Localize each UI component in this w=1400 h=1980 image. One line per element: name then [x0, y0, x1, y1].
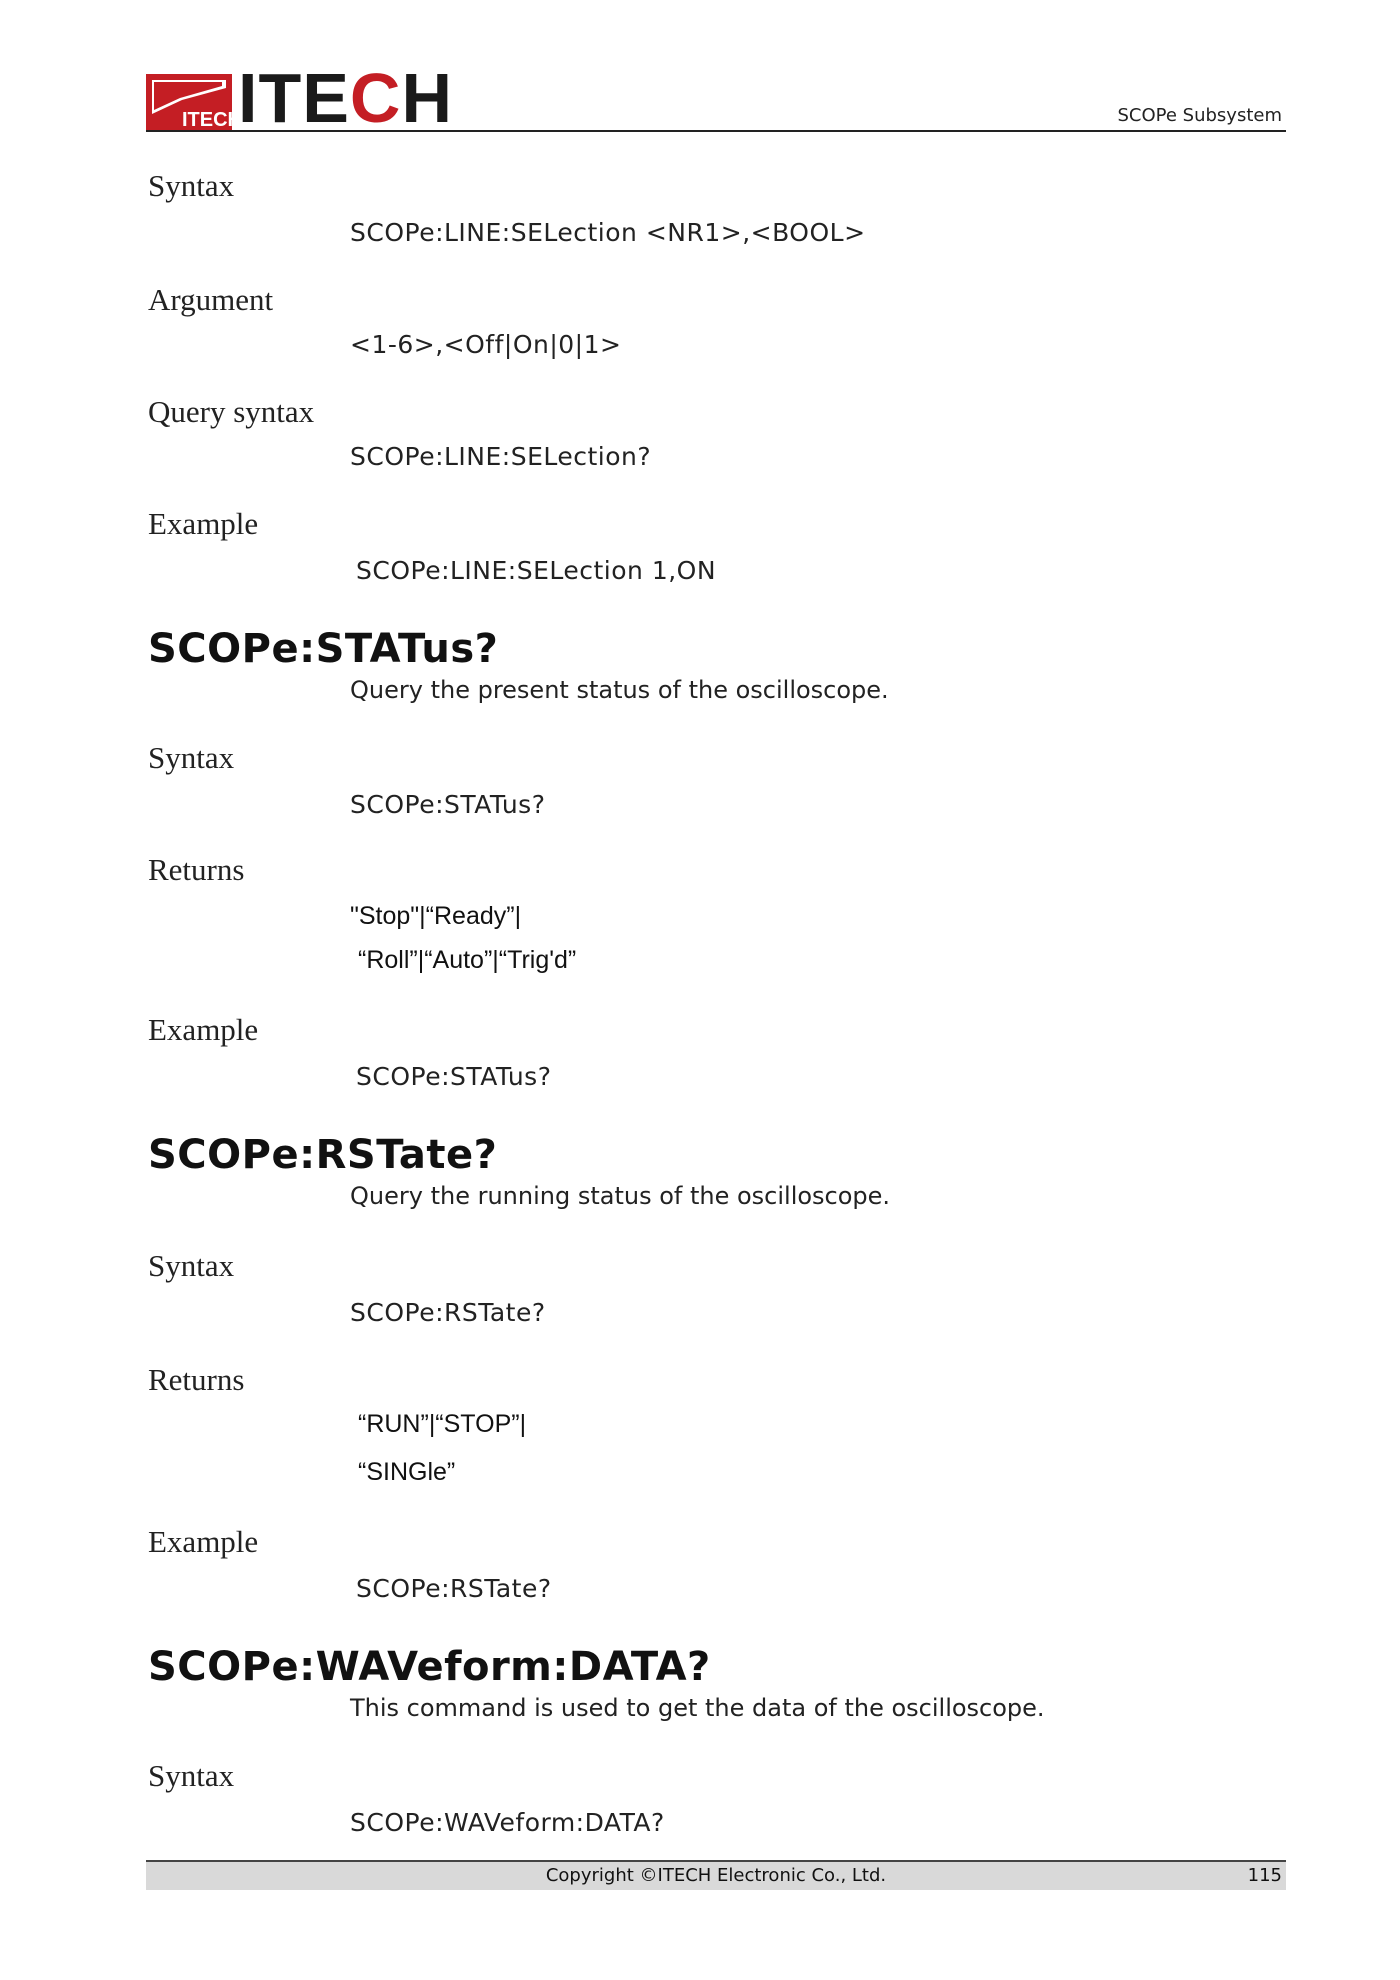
returns-text-line2: “Roll”|“Auto”|“Trig'd” — [358, 946, 577, 974]
example-label: Example — [148, 1524, 259, 1559]
argument-label: Argument — [148, 282, 274, 317]
section-description-status: Query the present status of the oscilloscope. — [350, 676, 889, 704]
argument-text: <1-6>,<Off|On|0|1> — [350, 330, 622, 359]
itech-logo-mark-icon — [146, 74, 242, 131]
itech-logo-word: ITECH — [238, 59, 454, 137]
page-header — [146, 59, 1286, 137]
syntax-label: Syntax — [148, 1248, 235, 1283]
syntax-text: SCOPe:STATus? — [350, 790, 546, 819]
section-title-waveform: SCOPe:WAVeform:DATA? — [148, 1644, 711, 1690]
returns-text-line1: "Stop"|“Ready”| — [350, 902, 522, 930]
section-description-waveform: This command is used to get the data of the oscilloscope. — [350, 1694, 1045, 1722]
section-title-rstate: SCOPe:RSTate? — [148, 1132, 498, 1178]
returns-label: Returns — [148, 1362, 245, 1397]
example-label: Example — [148, 1012, 259, 1047]
syntax-label: Syntax — [148, 168, 235, 203]
running-head: SCOPe Subsystem — [1117, 105, 1282, 126]
example-label: Example — [148, 506, 259, 541]
returns-text-line1: “RUN”|“STOP”| — [358, 1410, 527, 1438]
returns-text-line2: “SINGle” — [358, 1458, 456, 1486]
section-title-status: SCOPe:STATus? — [148, 626, 499, 672]
returns-label: Returns — [148, 852, 245, 887]
syntax-label: Syntax — [148, 740, 235, 775]
section-description-rstate: Query the running status of the oscilloscope. — [350, 1182, 891, 1210]
svg-text:ITECH: ITECH — [182, 109, 242, 131]
query-syntax-text: SCOPe:LINE:SELection? — [350, 442, 652, 471]
copyright-text: Copyright ©ITECH Electronic Co., Ltd. — [545, 1865, 887, 1886]
example-text: SCOPe:STATus? — [356, 1062, 552, 1091]
example-text: SCOPe:RSTate? — [356, 1574, 552, 1603]
page-footer — [146, 1860, 1286, 1890]
syntax-text: SCOPe:LINE:SELection <NR1>,<BOOL> — [350, 218, 866, 247]
itech-logo — [146, 59, 466, 137]
syntax-text: SCOPe:RSTate? — [350, 1298, 546, 1327]
page-number: 115 — [1247, 1865, 1282, 1886]
query-syntax-label: Query syntax — [148, 394, 315, 429]
example-text: SCOPe:LINE:SELection 1,ON — [356, 556, 717, 585]
syntax-label: Syntax — [148, 1758, 235, 1793]
syntax-text: SCOPe:WAVeform:DATA? — [350, 1808, 665, 1837]
